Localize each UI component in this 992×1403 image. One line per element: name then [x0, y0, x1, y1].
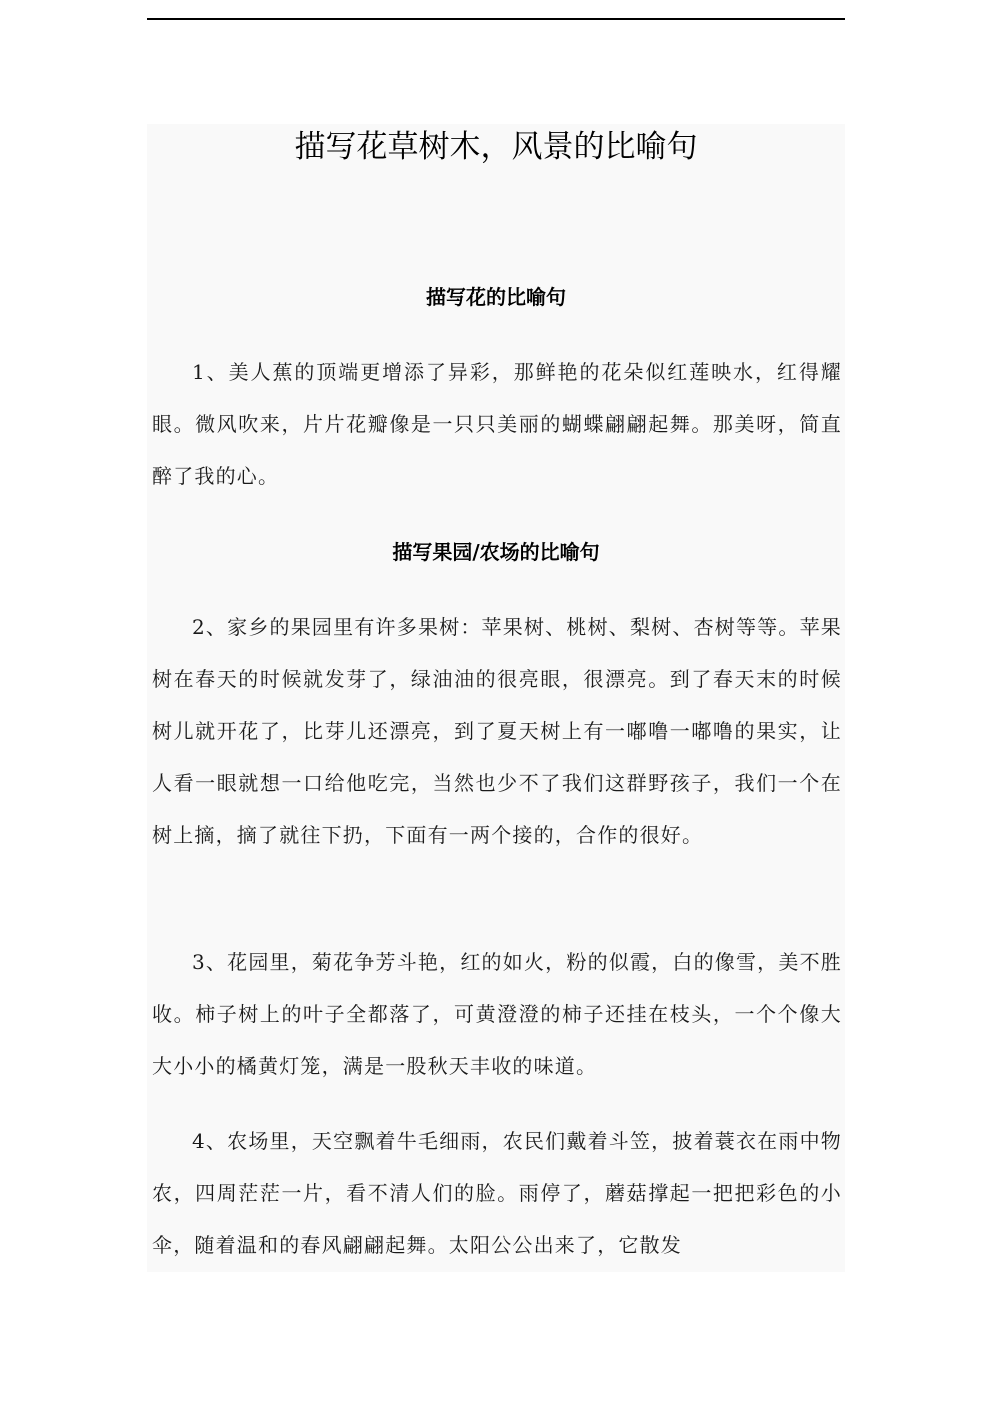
paragraph-3: 3、花园里，菊花争芳斗艳，红的如火，粉的似霞，白的像雪，美不胜收。柿子树上的叶子全都落了，可黄澄澄的柿子还挂在枝头，一个个像大大小小的橘黄灯笼，满是一股秋天丰收的味道。: [152, 950, 842, 1078]
paragraph-2: 2、家乡的果园里有许多果树：苹果树、桃树、梨树、杏树等等。苹果树在春天的时候就发芽了，绿油油的很亮眼，很漂亮。到了春天末的时候树儿就开花了，比芽儿还漂亮，到了夏天树上有一嘟噜一嘟噜的果实，让人看一眼就想一口给他吃完，当然也少不了我们这群野孩子，我们一个在树上摘，摘了就往下扔，下面有一两个接的，合作的很好。: [152, 615, 842, 847]
header-rule: [147, 18, 845, 20]
document-body: [147, 124, 845, 1272]
section-heading-orchard: 描写果园/农场的比喻句: [392, 540, 600, 564]
paragraph-1: 1、美人蕉的顶端更增添了异彩，那鲜艳的花朵似红莲映水，红得耀眼。微风吹来，片片花瓣像是一只只美丽的蝴蝶翩翩起舞。那美呀，简直醉了我的心。: [152, 360, 842, 488]
section-heading-flowers: 描写花的比喻句: [426, 285, 566, 309]
paragraph-4: 4、农场里，天空飘着牛毛细雨，农民们戴着斗笠，披着蓑衣在雨中物农，四周茫茫一片，看不清人们的脸。雨停了，蘑菇撑起一把把彩色的小伞，随着温和的春风翩翩起舞。太阳公公出来了，它散发: [152, 1129, 842, 1257]
page-title: 描写花草树木，风景的比喻句: [294, 129, 698, 165]
